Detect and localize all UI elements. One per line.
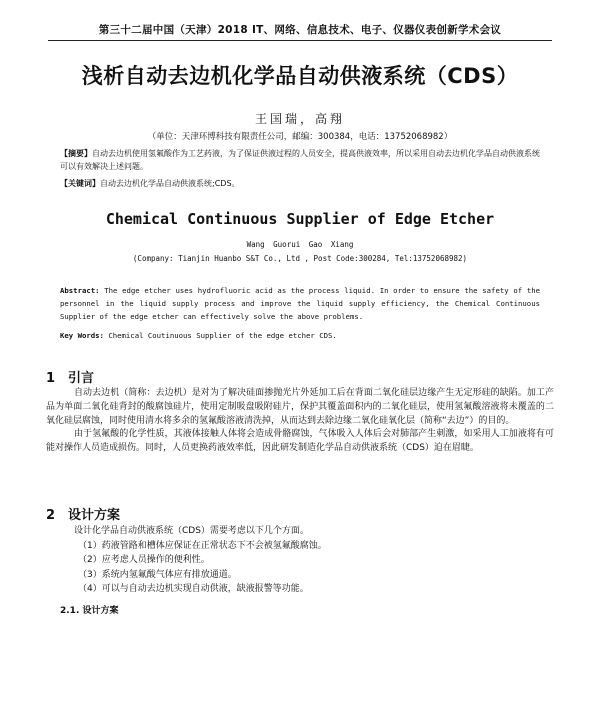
abstract-cn	[60, 148, 540, 173]
list-item: （4）可以与自动去边机实现自动供液，缺液报警等功能。	[78, 584, 309, 594]
paragraph: 自动去边机（简称：去边机）是对为了解决硅面掺抛光片外延加工后在背面二氧化硅层边缘产生无定形硅的缺陷。加工产品为单面二氧化硅背封的酸腐蚀硅片，使用定制吸盘吸附硅片，保护其覆盖面积内的二氧化硅层，使用氢氟酸溶液将未覆盖的二氧化硅层腐蚀，同时使用清水将多余的氢氟酸溶液清洗掉，从而达到去除边缘二氧化硅氧化层（简称“去边”）的目的。	[46, 388, 554, 426]
header-rule	[48, 40, 552, 41]
authors: 王国瑞，高翔	[254, 112, 345, 126]
english-title: Chemical Continuous Supplier of Edge Etcher	[105, 210, 495, 228]
list-item: （1）药液管路和槽体应保证在正常状态下不会被氢氟酸腐蚀。	[78, 540, 327, 551]
abstract-en	[60, 284, 540, 323]
list-item: （3）系统内氢氟酸气体应有排放通道。	[78, 569, 237, 580]
affiliation: （单位：天津环博科技有限责任公司，邮编：300384，电话：13752068982）	[147, 132, 453, 142]
paragraph: 由于氢氟酸的化学性质，其液体接触人体将会造成骨骼腐蚀，气体吸入人体后会对肺部产生刺激，如采用人工加液将有可能对操作人员造成损伤。同时，人员更换药液效率低，因此研发制造化学品自动供液系统（CDS）迫在眉睫。	[46, 429, 554, 454]
section-2-list	[74, 524, 554, 597]
section-heading-2	[46, 504, 120, 523]
abstract-cn-label: 【摘要】	[60, 149, 92, 158]
paper-title: 浅析自动去边机化学品自动供液系统（CDS）	[81, 64, 519, 88]
keywords-en-text: Chemical Coutinuous Supplier of the edge etcher CDS.	[103, 331, 337, 340]
english-affiliation: (Company: Tianjin Huanbo S&T Co., Ltd , Post Code:300284, Tel:13752068982)	[132, 254, 468, 263]
keywords-en	[60, 331, 540, 340]
section-title: 引言	[68, 371, 95, 386]
abstract-cn-text: 自动去边机使用氢氟酸作为工艺药液，为了保证供液过程的人员安全，提高供液效率，所以采用自动去边机化学品自动供液系统可以有效解决上述问题。	[60, 149, 540, 171]
running-header: 第三十二届中国（天津）2018 IT、网络、信息技术、电子、仪器仪表创新学术会议	[98, 24, 502, 36]
section-title: 设计方案	[68, 508, 121, 523]
section-number: 1	[46, 371, 56, 386]
section-1-body	[46, 387, 554, 456]
abstract-en-text: The edge etcher uses hydrofluoric acid as the process liquid. In order to ensure the safety of the personnel in the liquid supply process and improve the liquid supply efficiency, the Chemical Continuous Supplier of the edge etcher can effectively solve the above problems.	[60, 286, 540, 321]
abstract-en-label: Abstract:	[60, 286, 100, 295]
section-number: 2	[46, 508, 56, 523]
subsection-heading: 2.1. 设计方案	[60, 606, 119, 616]
keywords-cn	[60, 178, 540, 189]
section-intro: 设计化学品自动供液系统（CDS）需要考虑以下几个方面。	[74, 526, 309, 536]
keywords-cn-label: 【关键词】	[60, 179, 100, 188]
section-heading-1	[46, 367, 94, 386]
keywords-cn-text: 自动去边机化学品自动供液系统;CDS。	[100, 179, 240, 188]
list-item: （2）应考虑人员操作的便利性。	[78, 555, 210, 565]
english-authors: Wang Guorui Gao Xiang	[246, 240, 354, 249]
keywords-en-label: Key Words:	[60, 331, 104, 340]
